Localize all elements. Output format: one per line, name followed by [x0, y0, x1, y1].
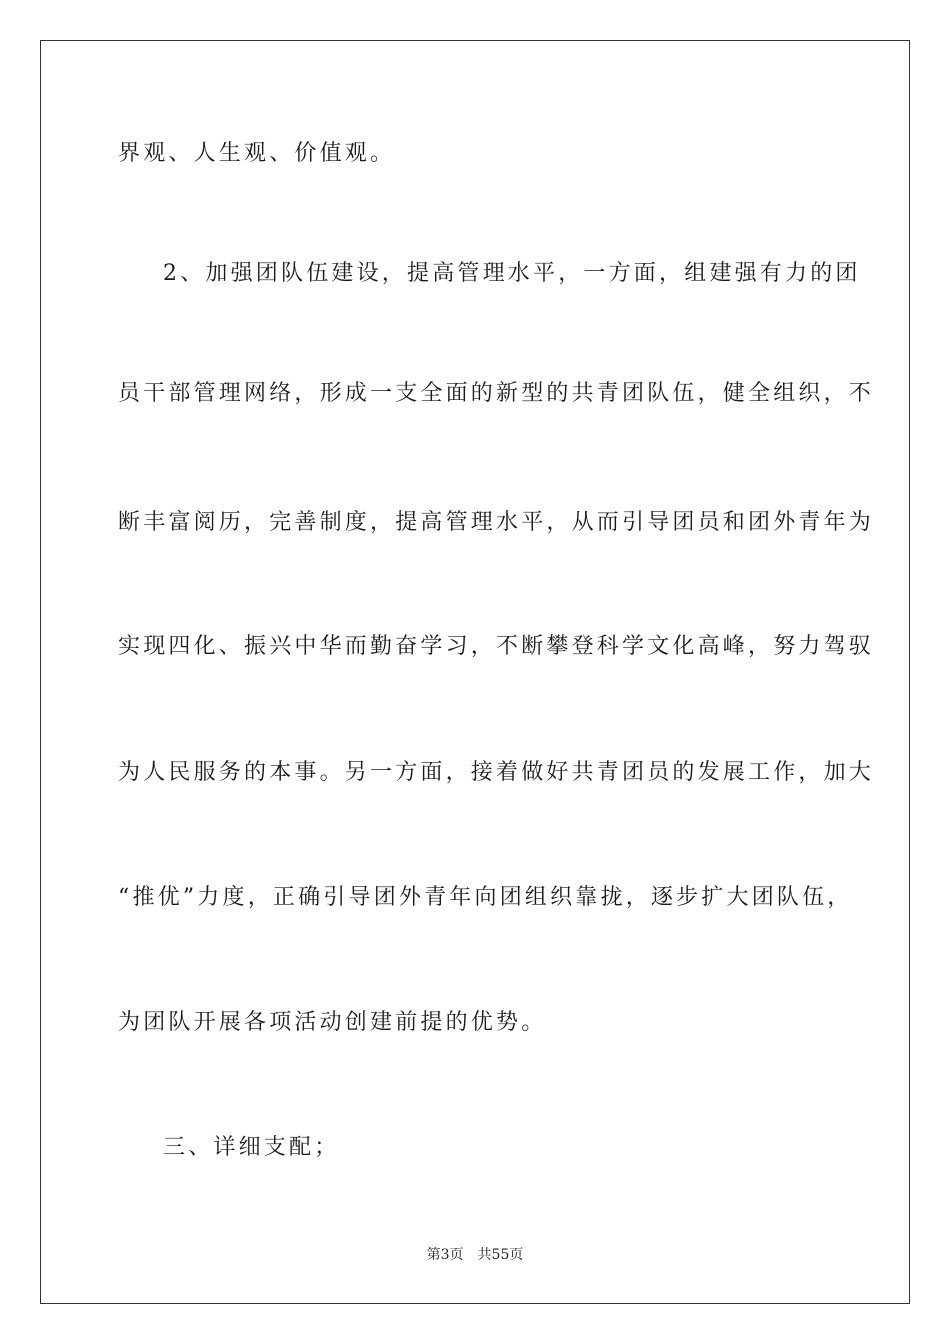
- text-line-2: 2、加强团队伍建设，提高管理水平，一方面，组建强有力的团: [163, 261, 861, 286]
- text-line-3: 员干部管理网络，形成一支全面的新型的共青团队伍，健全组织，不: [118, 381, 875, 406]
- total-pages: 共55页: [477, 1247, 524, 1263]
- section-heading: 三、详细支配；: [163, 1135, 340, 1160]
- text-line-8: 为团队开展各项活动创建前提的优势。: [118, 1010, 547, 1035]
- text-line-1: 界观、人生观、价值观。: [118, 141, 396, 166]
- page-border: [40, 40, 910, 1304]
- page-number: 第3页: [426, 1247, 464, 1263]
- text-line-6: 为人民服务的本事。另一方面，接着做好共青团员的发展工作，加大: [118, 760, 875, 785]
- text-line-7: “推优”力度，正确引导团外青年向团组织靠拢，逐步扩大团队伍，: [118, 885, 853, 910]
- text-line-5: 实现四化、振兴中华而勤奋学习，不断攀登科学文化高峰，努力驾驭: [118, 634, 875, 659]
- text-line-4: 断丰富阅历，完善制度，提高管理水平，从而引导团员和团外青年为: [118, 510, 875, 535]
- page-footer: [0, 1246, 950, 1264]
